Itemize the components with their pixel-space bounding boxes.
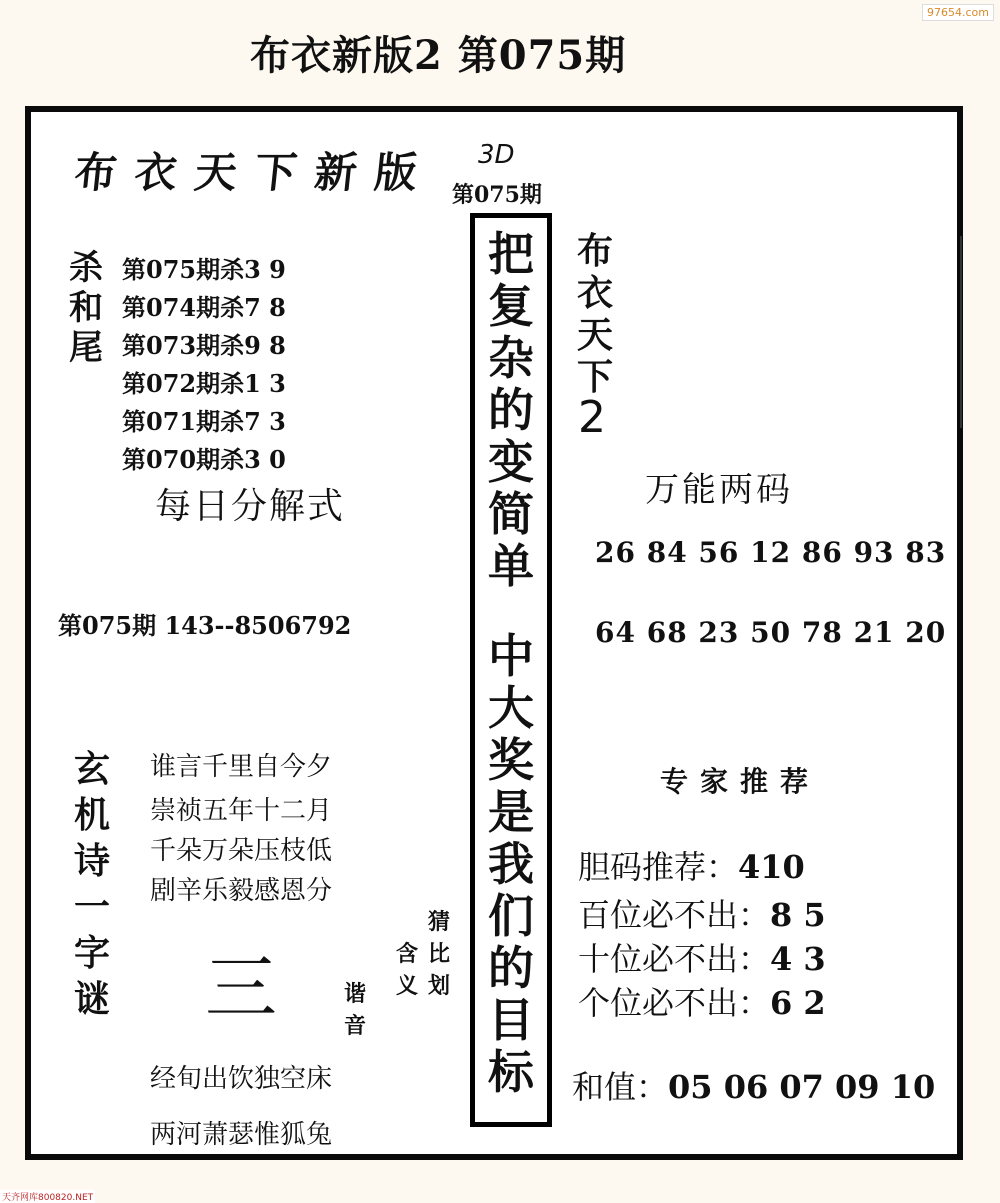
site-watermark: 97654.com [922, 4, 994, 21]
poem-line: 千朵万朵压枝低 [150, 836, 333, 866]
slogan-char: 复 [488, 279, 534, 333]
two-code-title: 万能两码 [645, 470, 793, 510]
slogan-char: 是 [488, 785, 534, 839]
recommend-label: 十位必不出： [578, 940, 771, 978]
hint-char: 义 [396, 973, 419, 999]
poem-label-char: 玄 [73, 748, 110, 790]
expert-recommend-title: 专家推荐 [660, 765, 821, 798]
kill-label-char: 尾 [69, 328, 103, 368]
brand2-char: 天 [576, 314, 613, 356]
two-code-row: 64 68 23 50 78 21 20 [595, 616, 947, 649]
hint-char: 比 [428, 941, 451, 967]
recommend-row [578, 842, 805, 888]
poem-label-char: 字 [73, 932, 110, 974]
brand-vertical [565, 230, 625, 398]
recommend-value: 410 [738, 848, 805, 886]
recommend-value: 6 2 [770, 984, 826, 1022]
decomposition-line: 第075期 143--8506792 [58, 611, 352, 640]
issue-number: 第075期 [452, 182, 542, 208]
poem-line: 谁言千里自今夕 [150, 752, 333, 782]
riddle-answer: 三 [205, 946, 278, 1030]
hint-char: 含 [396, 941, 419, 967]
3d-tag: 3D [478, 140, 515, 170]
kill-tail-label [66, 248, 106, 368]
daily-decomposition-title: 每日分解式 [155, 486, 346, 527]
kill-label-char: 和 [69, 288, 103, 328]
poem-extra-line: 两河萧瑟惟狐兔 [150, 1120, 333, 1150]
brand2-char: 衣 [576, 272, 613, 314]
slogan-part-2 [475, 630, 547, 1098]
kill-item: 第072期杀1 3 [122, 369, 286, 398]
sum-value-row [572, 1062, 935, 1108]
slogan-char: 们 [488, 889, 534, 943]
recommend-value: 4 3 [770, 940, 826, 978]
poem-line: 崇祯五年十二月 [150, 796, 333, 826]
recommend-row [578, 890, 826, 936]
slogan-char: 变 [488, 435, 534, 489]
recommend-label: 百位必不出： [578, 896, 771, 934]
brand2-char: 下 [576, 356, 613, 398]
slogan-char: 中 [488, 629, 534, 683]
poem-label-char: 诗 [73, 840, 110, 882]
hint-char: 猜 [428, 909, 451, 935]
hint-char: 谐 [344, 981, 367, 1007]
kill-item: 第071期杀7 3 [122, 407, 286, 436]
kill-item: 第073期杀9 8 [122, 331, 286, 360]
slogan-char: 的 [488, 383, 534, 437]
slogan-part-1 [475, 228, 547, 592]
hint-char: 音 [344, 1013, 367, 1039]
recommend-label: 个位必不出： [578, 984, 771, 1022]
slogan-char: 我 [488, 837, 534, 891]
hint-char: 划 [428, 973, 451, 999]
recommend-label: 胆码推荐： [578, 848, 739, 886]
sum-label: 和值： [572, 1068, 669, 1106]
slogan-char: 标 [488, 1045, 534, 1099]
recommend-row [578, 978, 826, 1024]
slogan-char: 杂 [488, 331, 534, 385]
brand-version-number: 2 [578, 392, 606, 443]
brand2-char: 布 [576, 230, 613, 272]
divider-line [960, 236, 962, 428]
two-code-row: 26 84 56 12 86 93 83 [595, 536, 947, 569]
slogan-char: 的 [488, 941, 534, 995]
slogan-char: 把 [488, 227, 534, 281]
slogan-char: 单 [488, 539, 534, 593]
poem-label-char: 一 [73, 886, 110, 928]
kill-item: 第075期杀3 9 [122, 255, 286, 284]
riddle-hints [340, 905, 470, 1039]
slogan-char: 简 [488, 487, 534, 541]
slogan-char: 奖 [488, 733, 534, 787]
kill-item: 第074期杀7 8 [122, 293, 286, 322]
recommend-value: 8 5 [770, 896, 826, 934]
recommend-row [578, 934, 826, 980]
slogan-char: 大 [488, 681, 534, 735]
sum-values: 05 06 07 09 10 [668, 1068, 936, 1106]
kill-label-char: 杀 [69, 248, 103, 288]
poem-riddle-label [62, 746, 122, 1022]
kill-item: 第070期杀3 0 [122, 445, 286, 474]
page-title: 布衣新版2 第075期 [250, 32, 627, 79]
slogan-char: 目 [488, 993, 534, 1047]
poem-label-char: 谜 [73, 978, 110, 1020]
poem-line: 剧辛乐毅感恩分 [150, 876, 333, 906]
poem-extra-line: 经旬出饮独空床 [150, 1064, 333, 1094]
footer-watermark: 天齐网库800820.NET [0, 1190, 95, 1203]
poem-label-char: 机 [73, 794, 110, 836]
brand-title: 布衣天下新版 [72, 148, 438, 197]
